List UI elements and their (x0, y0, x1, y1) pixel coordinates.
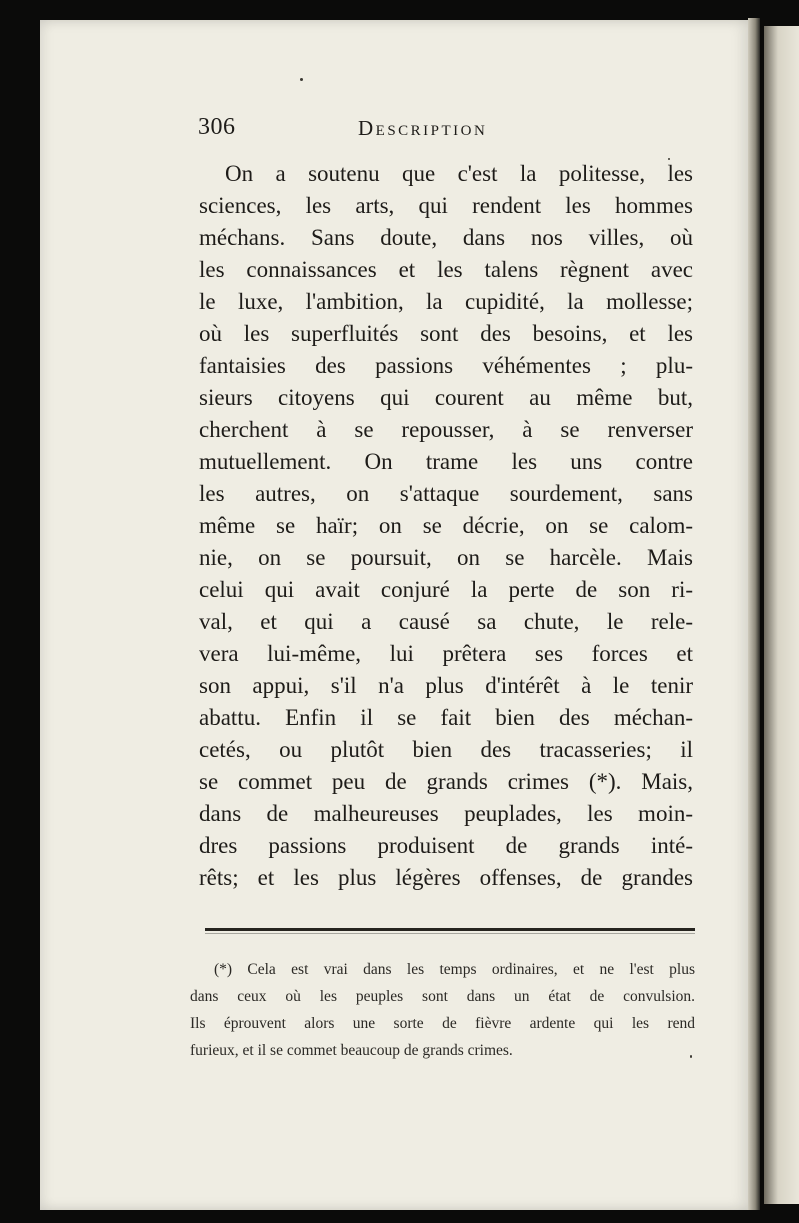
text-line: mutuellement. On trame les uns contre (199, 449, 693, 474)
running-title: Description (358, 116, 488, 140)
text-line: rêts; et les plus légères offenses, de grandes (199, 865, 693, 890)
text-line: le luxe, l'ambition, la cupidité, la mollesse; (199, 289, 693, 314)
text-line: où les superfluités sont des besoins, et les (199, 321, 693, 346)
facing-page-edge (764, 26, 799, 1204)
text-line: méchans. Sans doute, dans nos villes, où (199, 225, 693, 250)
footnote-rule-shadow (205, 933, 695, 934)
footnote-line: dans ceux où les peuples sont dans un état de convulsion. (190, 988, 695, 1005)
text-line: sieurs citoyens qui courent au même but, (199, 385, 693, 410)
text-line: nie, on se poursuit, on se harcèle. Mais (199, 545, 693, 570)
text-line: dres passions produisent de grands inté- (199, 833, 693, 858)
text-line: cherchent à se repousser, à se renverser (199, 417, 693, 442)
text-line: On a soutenu que c'est la politesse, les (225, 161, 693, 186)
text-line: fantaisies des passions véhémentes ; plu- (199, 353, 693, 378)
body-text (199, 158, 693, 894)
running-header (198, 114, 698, 144)
text-line: abattu. Enfin il se fait bien des méchan- (199, 705, 693, 730)
paper-speck (690, 1055, 692, 1058)
text-line: cetés, ou plutôt bien des tracasseries; il (199, 737, 693, 762)
text-line: celui qui avait conjuré la perte de son ri- (199, 577, 693, 602)
text-line: sciences, les arts, qui rendent les hommes (199, 193, 693, 218)
footnote-line: furieux, et il se commet beaucoup de grands crimes. (190, 1042, 513, 1059)
text-line: vera lui-même, lui prêtera ses forces et (199, 641, 693, 666)
text-line: dans de malheureuses peuplades, les moin- (199, 801, 693, 826)
text-line: se commet peu de grands crimes (*). Mais, (199, 769, 693, 794)
text-line: les connaissances et les talens règnent avec (199, 257, 693, 282)
text-line: val, et qui a causé sa chute, le rele- (199, 609, 693, 634)
text-line: même se haïr; on se décrie, on se calom- (199, 513, 693, 538)
footnote (190, 956, 695, 1064)
text-line: les autres, on s'attaque sourdement, sans (199, 481, 693, 506)
text-line: son appui, s'il n'a plus d'intérêt à le tenir (199, 673, 693, 698)
footnote-line: Ils éprouvent alors une sorte de fièvre ardente qui les rend (190, 1015, 695, 1032)
footnote-rule (205, 928, 695, 931)
paper-speck (300, 78, 303, 81)
page-gutter-shadow (748, 18, 760, 1210)
footnote-line: (*) Cela est vrai dans les temps ordinaires, et ne l'est plus (214, 961, 695, 978)
page-number: 306 (198, 114, 236, 140)
paper-speck (668, 158, 670, 160)
